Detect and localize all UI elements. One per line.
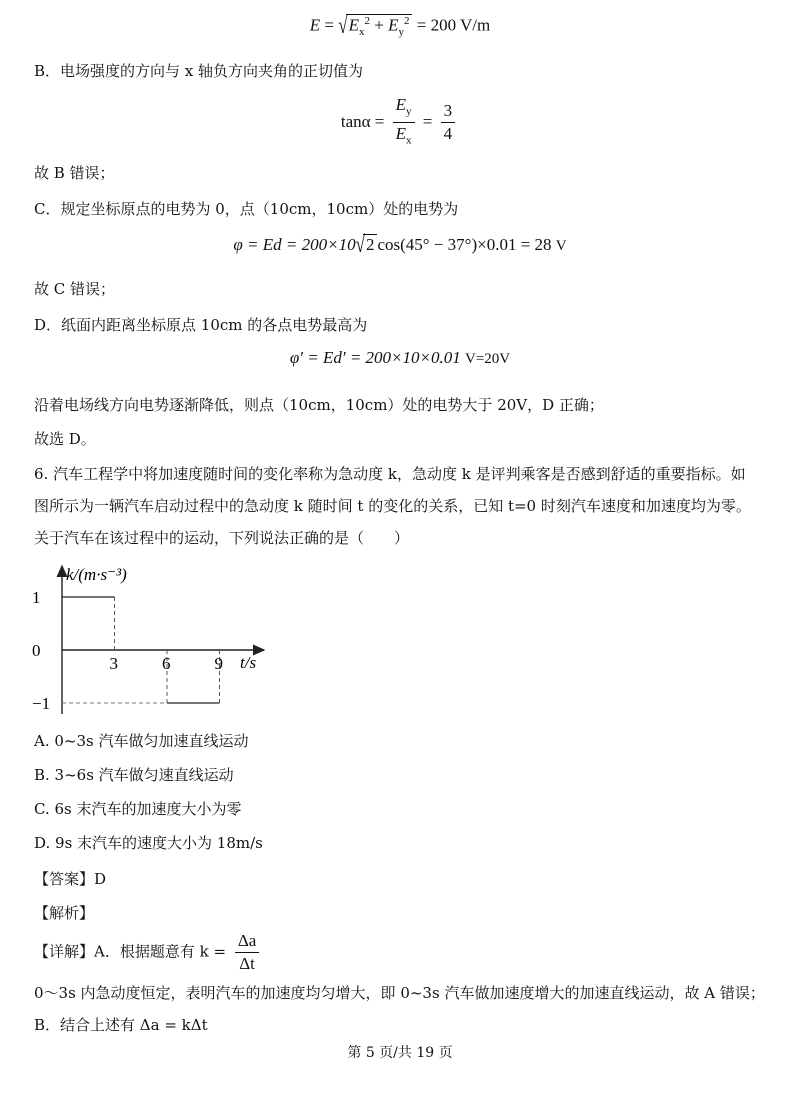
fraction-ey-ex: $\frac{E_y}{E_x}$ <box>393 94 415 152</box>
option-c-text: C．规定坐标原点的电势为 0，点（10cm，10cm）处的电势为 <box>34 200 459 218</box>
analysis-heading: 【解析】 <box>34 904 95 922</box>
detail-line-1 <box>34 930 263 975</box>
detail-line-2: 0～3s 内急动度恒定，表明汽车的加速度均匀增大，即 0~3s 汽车做加速度增大的加速直线运动，故 A 错误； <box>34 984 765 1002</box>
equation-tangent: tanα = $\frac{E_y}{E_x}$ = $\frac{3}{4}$ <box>0 94 800 152</box>
x-axis-label: t/s <box>240 653 257 672</box>
equation-max-potential: φ′ = Ed′ = 200×10×0.01 V=20V <box>289 348 511 367</box>
detail-line-3: B．结合上述有 Δa = kΔt <box>34 1016 208 1034</box>
equation-field-strength: $E = √E_x^2 + E_y^2 = 200$ V/m <box>309 11 491 39</box>
option-b: B. 3~6s 汽车做匀速直线运动 <box>34 766 234 784</box>
page-footer: 第 5 页/共 19 页 <box>347 1045 453 1061</box>
y-axis-label: k/(m·s⁻³) <box>66 565 127 584</box>
option-d-text: D．纸面内距离坐标原点 10cm 的各点电势最高为 <box>34 316 368 334</box>
equation-potential: φ = Ed = 200×10√2 cos(45° − 37°)×0.01 = 28 V <box>233 231 567 258</box>
x-tick-label-3: 3 <box>109 654 118 673</box>
y-tick-label-2: −1 <box>32 694 51 713</box>
jerk-time-chart <box>28 558 288 728</box>
fraction-da-dt: $\frac{\Delta a}{\Delta t}$ <box>235 930 259 975</box>
question-line-3: 关于汽车在该过程中的运动，下列说法正确的是（ ） <box>34 529 410 547</box>
x-tick-label-6: 6 <box>162 654 171 673</box>
answer: 【答案】D <box>34 870 107 888</box>
option-d-reason: 沿着电场线方向电势逐渐降低，则点（10cm，10cm）处的电势大于 20V，D 正确； <box>34 396 604 414</box>
y-tick-label-0: 1 <box>32 588 41 607</box>
eq-rhs: 200 V/m <box>430 15 491 35</box>
detail-prefix: 【详解】A．根据题意有 k = <box>34 942 227 961</box>
question-6 <box>34 458 774 554</box>
option-b-wrong: 故 B 错误； <box>34 164 115 182</box>
x-tick-label-9: 9 <box>214 654 223 673</box>
option-c: C. 6s 末汽车的加速度大小为零 <box>34 800 242 818</box>
fraction-3-4: $\frac{3}{4}$ <box>441 100 456 145</box>
question-line-2: 图所示为一辆汽车启动过程中的急动度 k 随时间 t 的变化的关系，已知 t=0 时刻汽车速度和加速度均为零。 <box>34 497 751 515</box>
y-tick-label-1: 0 <box>32 641 41 660</box>
question-line-1: 6. 汽车工程学中将加速度随时间的变化率称为急动度 k，急动度 k 是评判乘客是否感到舒适的重要指标。如 <box>34 465 746 483</box>
option-a: A. 0~3s 汽车做匀加速直线运动 <box>34 732 249 750</box>
eq-lhs: E <box>309 15 321 35</box>
option-b-text: B．电场强度的方向与 x 轴负方向夹角的正切值为 <box>34 62 364 80</box>
select-d: 故选 D。 <box>34 430 96 448</box>
tan-lhs: tanα <box>340 111 371 131</box>
option-d: D. 9s 末汽车的速度大小为 18m/s <box>34 834 263 852</box>
option-c-wrong: 故 C 错误； <box>34 280 116 298</box>
